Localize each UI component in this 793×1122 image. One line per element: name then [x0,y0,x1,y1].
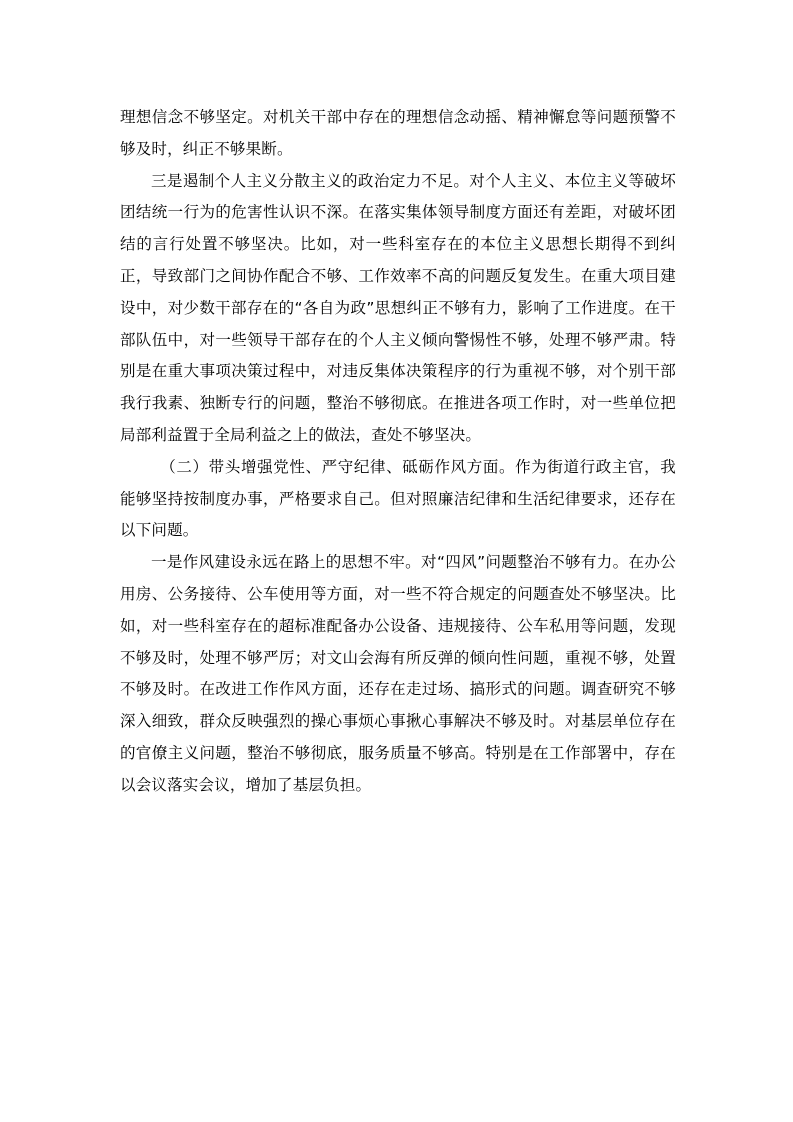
paragraph-section-two-heading: （二）带头增强党性、严守纪律、砥砺作风方面。作为街道行政主官，我能够坚持按制度办事，严格要求自己。但对照廉洁纪律和生活纪律要求，还存在以下问题。 [120,457,676,540]
paragraph-ideals-continuation: 理想信念不够坚定。对机关干部中存在的理想信念动摇、精神懈怠等问题预警不够及时，纠正不够果断。 [120,108,676,158]
paragraph-point-three: 三是遏制个人主义分散主义的政治定力不足。对个人主义、本位主义等破坏团结统一行为的危害性认识不深。在落实集体领导制度方面还有差距，对破坏团结的言行处置不够坚决。比如，对一些科室存在的本位主义思想长期得不到纠正，导致部门之间协作配合不够、工作效率不高的问题反复发生。在重大项目建设中，对少数干部存在的“各自为政”思想纠正不够有力，影响了工作进度。在干部队伍中，对一些领导干部存在的个人主义倾向警惕性不够，处理不够严肃。特别是在重大事项决策过程中，对违反集体决策程序的行为重视不够，对个别干部我行我素、独断专行的问题，整治不够彻底。在推进各项工作时，对一些单位把局部利益置于全局利益之上的做法，查处不够坚决。 [120,171,676,444]
paragraph-point-one: 一是作风建设永远在路上的思想不牢。对“四风”问题整治不够有力。在办公用房、公务接待、公车使用等方面，对一些不符合规定的问题查处不够坚决。比如，对一些科室存在的超标准配备办公设备、违规接待、公车私用等问题，发现不够及时，处理不够严厉；对文山会海有所反弹的倾向性问题，重视不够，处置不够及时。在改进工作作风方面，还存在走过场、搞形式的问题。调查研究不够深入细致，群众反映强烈的操心事烦心事揪心事解决不够及时。对基层单位存在的官僚主义问题，整治不够彻底，服务质量不够高。特别是在工作部署中，存在以会议落实会议，增加了基层负担。 [120,553,676,794]
document-body [120,102,676,802]
